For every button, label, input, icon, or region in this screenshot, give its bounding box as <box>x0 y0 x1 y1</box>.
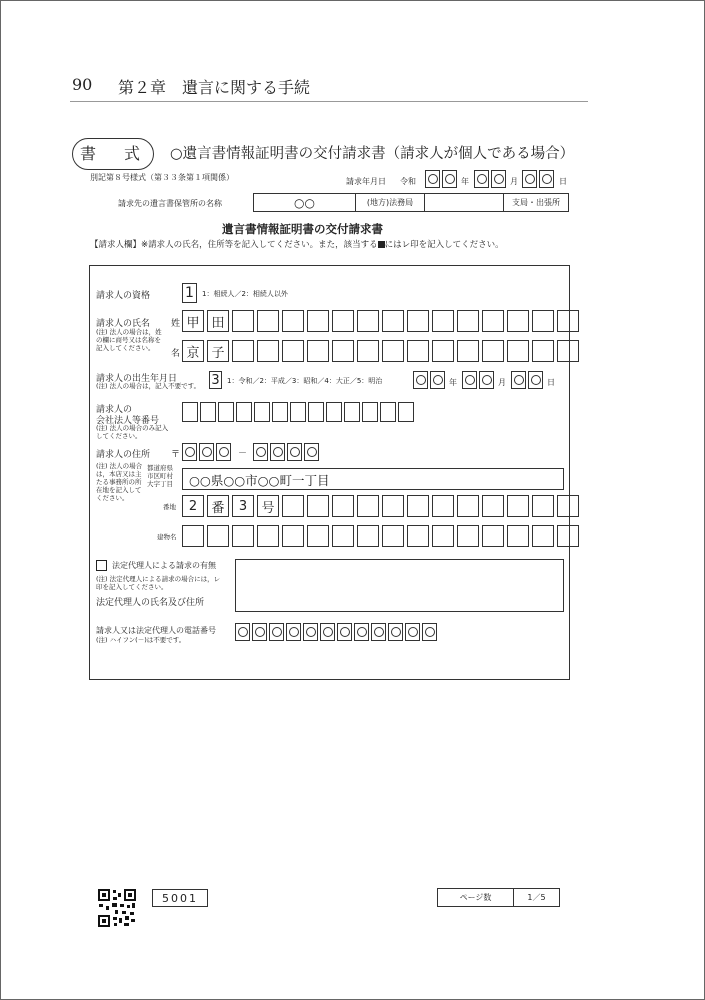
name-label: 請求人の氏名 <box>96 319 151 329</box>
corp-digit-box <box>398 402 414 422</box>
corp-digit-box <box>182 402 198 422</box>
char-box <box>432 525 454 547</box>
placeholder-circle-icon <box>323 627 333 637</box>
address-pref-value: ○○県○○市○○町一丁目 <box>189 473 330 488</box>
char-box <box>532 310 554 332</box>
birth-note: (注) 法人の場合は，記入不要です。 <box>96 382 201 390</box>
char-box <box>557 340 579 362</box>
char-box: 子 <box>207 340 229 362</box>
phone-digit-box <box>286 623 301 641</box>
page-count-value: 1／5 <box>527 893 546 902</box>
form-code: 別記第８号様式（第３３条第１項関係） <box>90 173 234 182</box>
phone-digit-box <box>235 623 250 641</box>
phone-digit-box <box>371 623 386 641</box>
form-badge: 書 式 <box>72 138 154 170</box>
phone-digit-box <box>320 623 335 641</box>
placeholder-circle-icon <box>255 627 265 637</box>
char-box <box>557 310 579 332</box>
placeholder-circle-icon <box>374 627 384 637</box>
birth-label: 請求人の出生年月日 <box>96 374 178 384</box>
sei-label: 姓 <box>171 319 181 329</box>
phone-digit-box <box>269 623 284 641</box>
placeholder-circle-icon <box>289 627 299 637</box>
corp-digit-box <box>344 402 360 422</box>
pref-label: 都道府県市区町村大字丁目 <box>147 464 173 488</box>
char-box <box>382 310 404 332</box>
char-box <box>332 525 354 547</box>
char-box <box>307 525 329 547</box>
phone-digit-box <box>252 623 267 641</box>
agent-name-address-field[interactable] <box>235 559 564 612</box>
char-box <box>407 525 429 547</box>
char-box <box>407 310 429 332</box>
date-month-boxes[interactable] <box>474 170 506 188</box>
agent-checkbox[interactable] <box>96 560 107 571</box>
agent-note: (注) 法定代理人による請求の場合には，レ印を記入してください。 <box>96 575 221 591</box>
corp-label-1: 請求人の <box>96 405 133 415</box>
date-day-boxes[interactable] <box>522 170 554 188</box>
qualification-value: 1 <box>185 285 194 301</box>
placeholder-circle-icon <box>238 627 248 637</box>
name-note: (注) 法人の場合は，姓の欄に商号又は名称を記入してください。 <box>96 328 162 352</box>
phone-label: 請求人又は法定代理人の電話番号 <box>96 626 216 635</box>
corp-digit-box <box>254 402 270 422</box>
phone-digit-box <box>405 623 420 641</box>
legal-affairs-text: (地方)法務局 <box>366 198 414 207</box>
char-box <box>232 340 254 362</box>
char-box <box>482 310 504 332</box>
corp-label-2: 会社法人等番号 <box>96 416 160 426</box>
char-box <box>382 525 404 547</box>
placeholder-circle-icon <box>306 627 316 637</box>
page-count-label-box <box>437 888 514 907</box>
header-rule <box>70 101 588 102</box>
birth-month-unit: 月 <box>498 378 506 387</box>
chapter-title: 第２章 遺言に関する手続 <box>118 78 311 97</box>
corp-digit-box <box>362 402 378 422</box>
birth-year-unit: 年 <box>449 378 457 387</box>
office-label: 請求先の遺言書保管所の名称 <box>118 199 222 208</box>
char-box <box>507 525 529 547</box>
char-box <box>282 310 304 332</box>
char-box <box>332 340 354 362</box>
char-box <box>232 310 254 332</box>
char-box: 田 <box>207 310 229 332</box>
char-box <box>357 525 379 547</box>
char-box <box>207 525 229 547</box>
corp-digit-box <box>290 402 306 422</box>
request-date-label: 請求年月日 <box>346 177 386 186</box>
char-box <box>382 495 404 517</box>
address-pref-field[interactable] <box>182 468 564 490</box>
char-box <box>432 310 454 332</box>
placeholder-circle-icon <box>357 627 367 637</box>
char-box <box>407 340 429 362</box>
building-boxes[interactable] <box>182 525 579 547</box>
page-number: 90 <box>72 75 93 94</box>
address-note: (注) 法人の場合は，本店又は主たる事務所の所在地を記入してください。 <box>96 462 143 502</box>
char-box <box>257 525 279 547</box>
placeholder-circle-icon <box>272 627 282 637</box>
char-box <box>507 310 529 332</box>
corp-number-boxes[interactable] <box>182 402 414 422</box>
char-box <box>482 340 504 362</box>
qualification-field[interactable] <box>182 283 197 303</box>
branch-suffix-text: 支局・出張所 <box>512 198 560 207</box>
char-box <box>457 495 479 517</box>
char-box <box>357 340 379 362</box>
date-year-boxes[interactable] <box>425 170 457 188</box>
section-note <box>90 238 504 250</box>
char-box: 甲 <box>182 310 204 332</box>
form-code-box <box>152 889 208 907</box>
qualification-options: 1：相続人／2：相続人以外 <box>202 290 288 298</box>
branch-suffix <box>503 193 569 212</box>
month-unit: 月 <box>510 177 518 186</box>
corp-digit-box <box>200 402 216 422</box>
postal-mark: 〒 <box>171 450 181 460</box>
birth-era-options: 1：令和／2：平成／3：昭和／4：大正／5：明治 <box>227 377 383 385</box>
char-box: 京 <box>182 340 204 362</box>
postal-code-first[interactable] <box>182 443 231 461</box>
footer-code: 5001 <box>162 891 198 905</box>
char-box <box>357 495 379 517</box>
char-box <box>507 495 529 517</box>
char-box <box>282 340 304 362</box>
phone-digit-box <box>354 623 369 641</box>
phone-digit-box <box>337 623 352 641</box>
page-count-value-box <box>513 888 560 907</box>
banchi-label: 番地 <box>163 503 176 511</box>
char-box <box>457 310 479 332</box>
postal-dash: － <box>238 449 248 459</box>
char-box <box>182 525 204 547</box>
corp-digit-box <box>218 402 234 422</box>
request-date-era: 令和 <box>400 177 416 186</box>
branch-name-field[interactable] <box>424 193 504 212</box>
postal-code-second[interactable] <box>253 443 319 461</box>
char-box <box>257 310 279 332</box>
address-label: 請求人の住所 <box>96 450 151 460</box>
placeholder-circle-icon <box>340 627 350 637</box>
corp-digit-box <box>326 402 342 422</box>
qr-code-icon <box>97 888 137 928</box>
form-title: ○遺言書情報証明書の交付請求書（請求人が個人である場合） <box>170 146 575 162</box>
day-unit: 日 <box>559 177 567 186</box>
corp-digit-box <box>272 402 288 422</box>
char-box <box>257 340 279 362</box>
birth-month-boxes[interactable] <box>462 371 494 389</box>
year-unit: 年 <box>461 177 469 186</box>
char-box <box>532 495 554 517</box>
corp-digit-box <box>236 402 252 422</box>
char-box: 2 <box>182 495 204 517</box>
placeholder-circle-icon <box>425 627 435 637</box>
agent-checkbox-label: 法定代理人による請求の有無 <box>112 561 216 570</box>
char-box <box>557 495 579 517</box>
phone-digit-box <box>422 623 437 641</box>
phone-digit-box <box>303 623 318 641</box>
char-box <box>532 340 554 362</box>
birth-day-boxes[interactable] <box>511 371 543 389</box>
corp-digit-box <box>308 402 324 422</box>
char-box <box>557 525 579 547</box>
mei-label: 名 <box>171 349 181 359</box>
banchi-boxes[interactable] <box>182 495 579 517</box>
section-note-2: にはレ印を記入してください。 <box>384 240 504 250</box>
char-box <box>457 340 479 362</box>
birth-era-value: 3 <box>211 372 220 388</box>
char-box <box>432 340 454 362</box>
birth-era-field[interactable] <box>209 371 222 389</box>
phone-note: (注) ハイフン(－)は不要です。 <box>96 636 186 644</box>
mei-boxes[interactable] <box>182 340 579 362</box>
page-count-label: ページ数 <box>459 893 492 902</box>
char-box <box>282 525 304 547</box>
char-box <box>282 495 304 517</box>
char-box <box>307 495 329 517</box>
char-box <box>307 340 329 362</box>
char-box <box>482 495 504 517</box>
char-box <box>432 495 454 517</box>
char-box <box>332 310 354 332</box>
corp-digit-box <box>380 402 396 422</box>
placeholder-circle-icon <box>408 627 418 637</box>
char-box: 3 <box>232 495 254 517</box>
char-box <box>357 310 379 332</box>
section-label: 【請求人欄】 <box>90 240 142 250</box>
phone-boxes[interactable] <box>235 623 437 641</box>
placeholder-circle-icon <box>391 627 401 637</box>
char-box <box>407 495 429 517</box>
office-name: ○○ <box>294 195 315 210</box>
char-box <box>332 495 354 517</box>
char-box <box>507 340 529 362</box>
char-box: 番 <box>207 495 229 517</box>
checkbox-symbol-icon <box>378 241 385 248</box>
char-box: 号 <box>257 495 279 517</box>
char-box <box>382 340 404 362</box>
qualification-label: 請求人の資格 <box>96 291 151 301</box>
birth-year-boxes[interactable] <box>413 371 445 389</box>
char-box <box>482 525 504 547</box>
sei-boxes[interactable] <box>182 310 579 332</box>
corp-note: (注) 法人の場合のみ記入してください。 <box>96 424 169 440</box>
char-box <box>307 310 329 332</box>
phone-digit-box <box>388 623 403 641</box>
agent-label: 法定代理人の氏名及び住所 <box>96 598 205 608</box>
section-note-1: ※請求人の氏名，住所等を記入してください。また，該当する <box>141 240 378 250</box>
building-label: 建物名 <box>157 533 177 541</box>
birth-day-unit: 日 <box>547 378 555 387</box>
office-name-field[interactable] <box>253 193 356 212</box>
char-box <box>532 525 554 547</box>
char-box <box>457 525 479 547</box>
legal-affairs-bureau <box>355 193 425 212</box>
main-title: 遺言書情報証明書の交付請求書 <box>222 222 383 236</box>
char-box <box>232 525 254 547</box>
